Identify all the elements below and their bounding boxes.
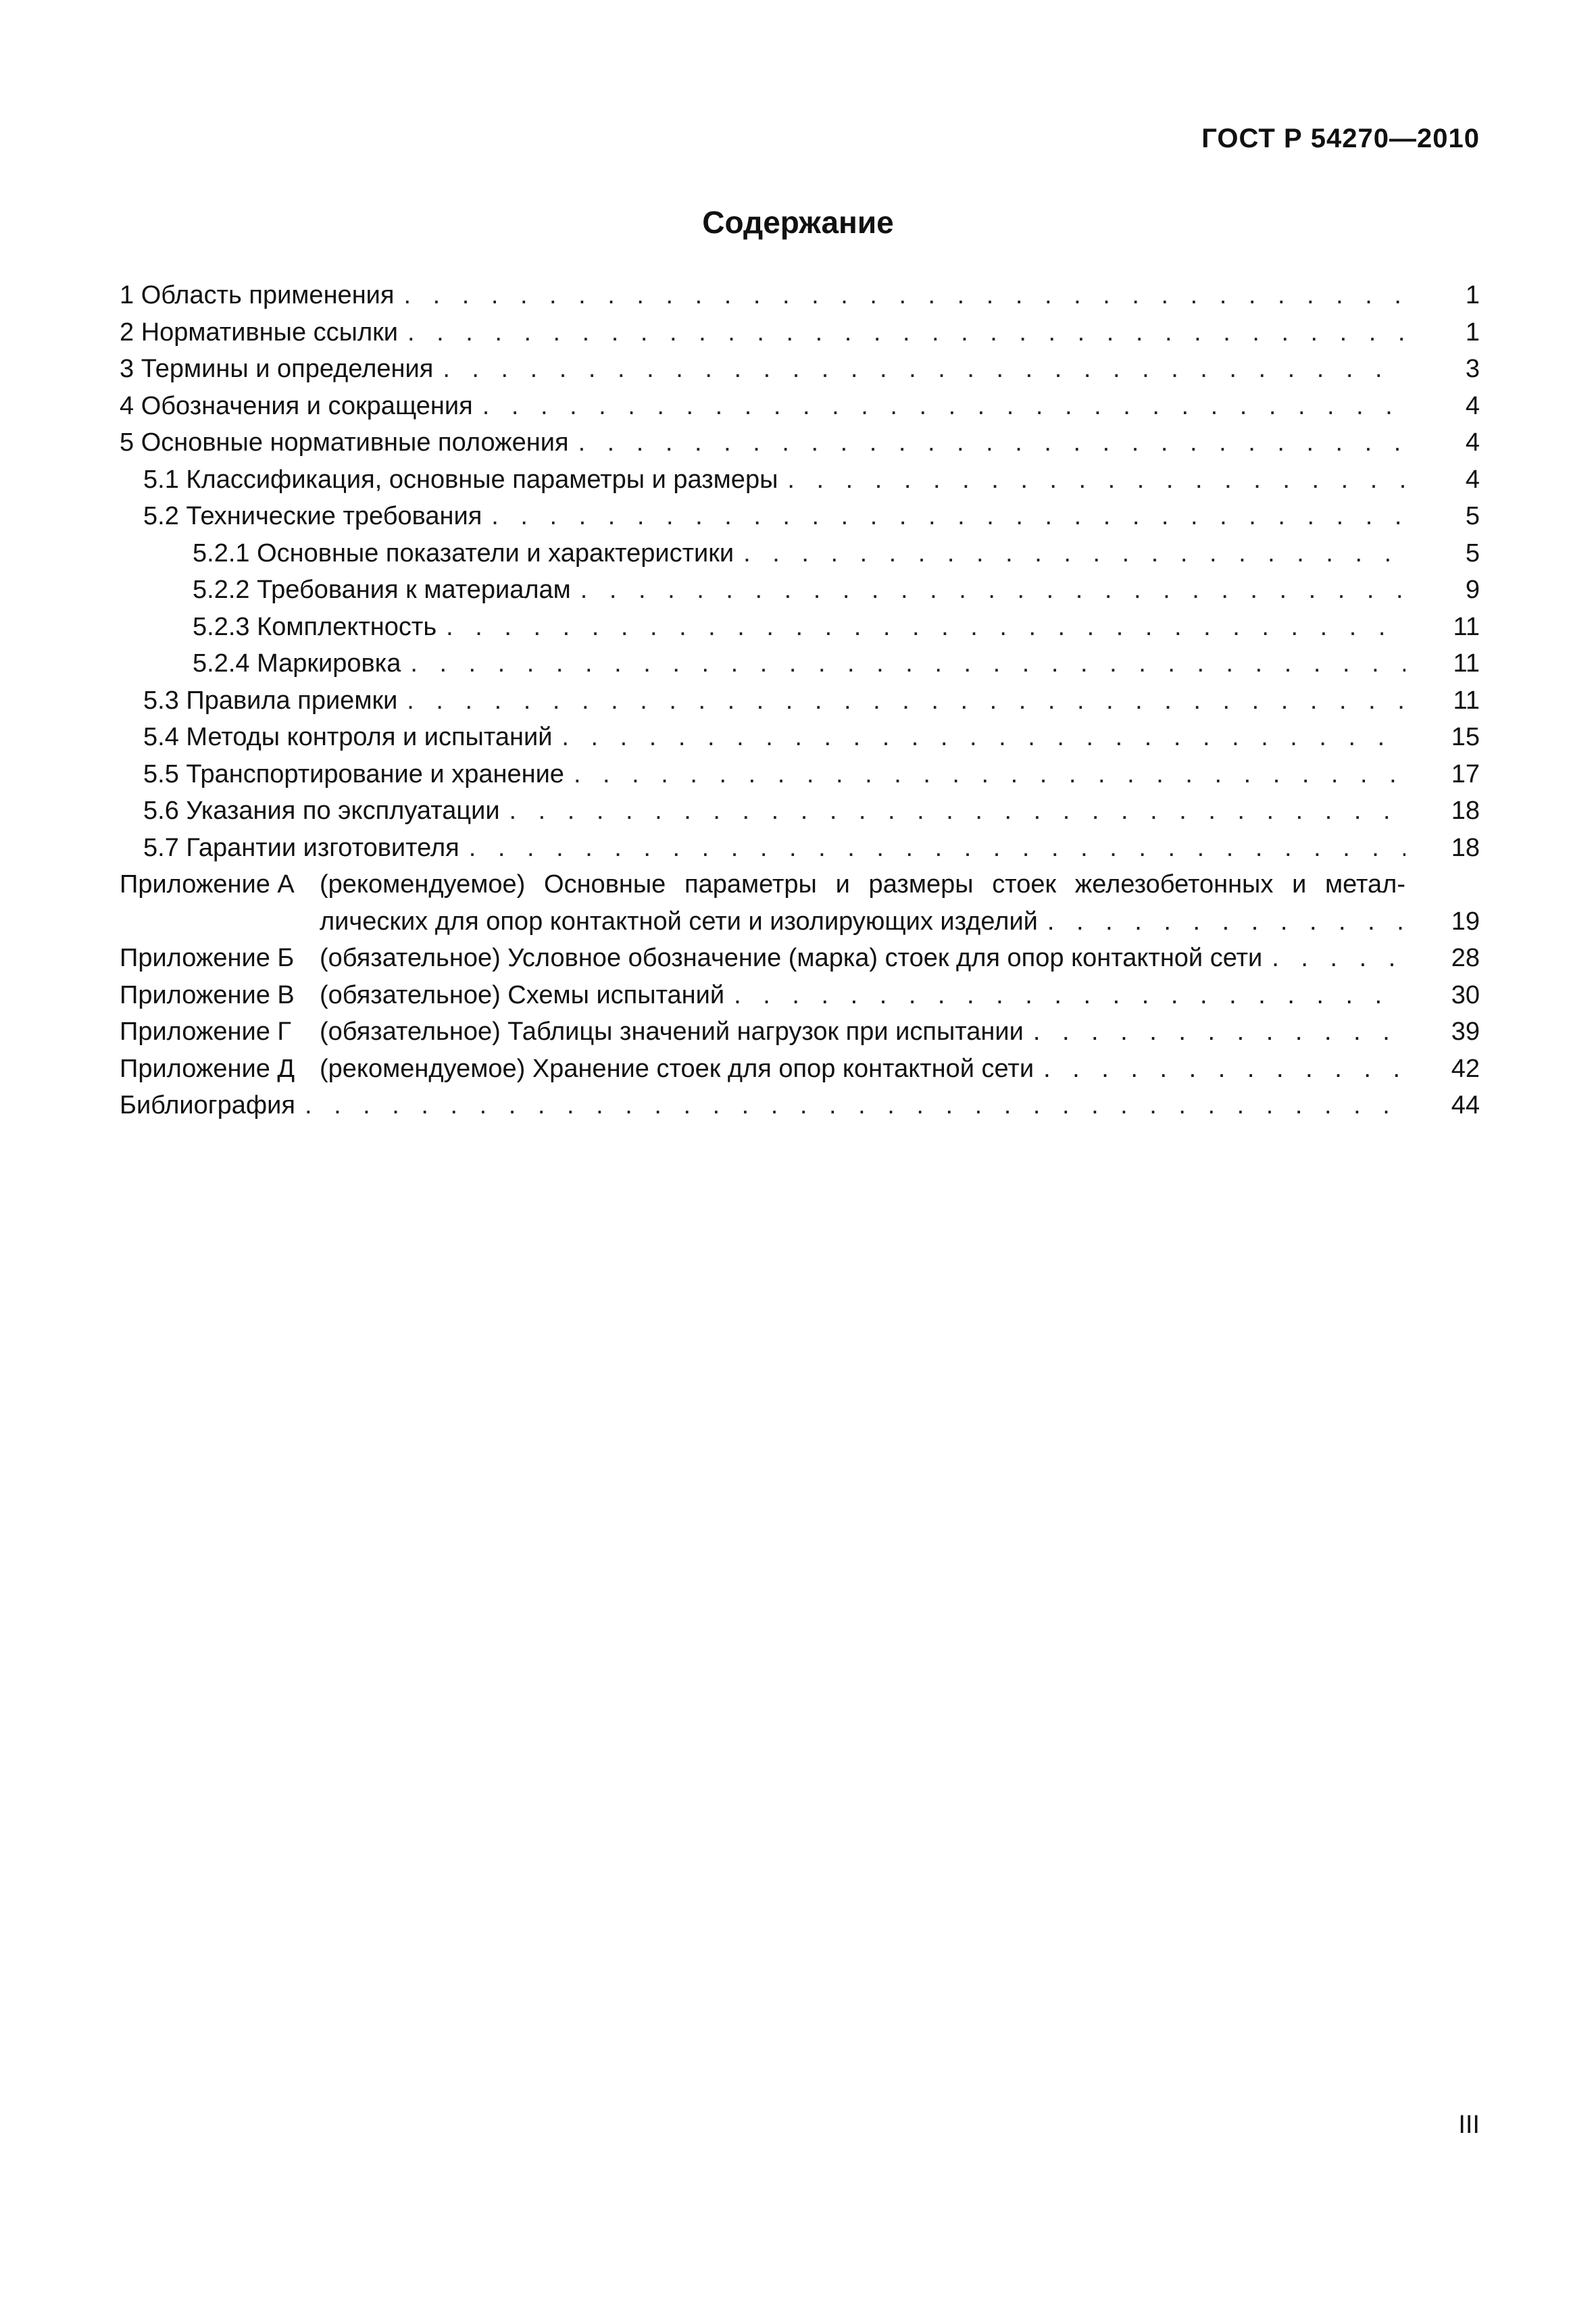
toc-entry-page: 1 — [1465, 318, 1480, 347]
toc-entry-page: 4 — [1465, 391, 1480, 420]
toc-entry-label: 5.2.4 Маркировка — [120, 645, 410, 682]
toc-entry-page: 39 — [1451, 1017, 1480, 1046]
toc-entry-page: 15 — [1451, 723, 1480, 751]
toc-entry-label: 4 Обозначения и сокращения — [120, 388, 482, 425]
toc-entry[interactable] — [120, 314, 1480, 351]
toc-leader-dots — [410, 645, 1405, 682]
toc-entry-page: 5 — [1465, 538, 1480, 568]
appendix-title: (рекомендуемое) Хранение стоек для опор контактной сети — [320, 1054, 1034, 1083]
document-id: ГОСТ Р 54270—2010 — [1201, 124, 1480, 153]
toc-entry-page: 18 — [1451, 797, 1480, 825]
toc-leader-dots — [580, 572, 1405, 609]
toc-leader-dots — [787, 461, 1405, 499]
toc-entry-page: 19 — [1451, 907, 1480, 936]
toc-entry[interactable] — [120, 719, 1480, 756]
toc-leader-dots — [1047, 903, 1405, 940]
appendix-name: Приложение Г — [120, 1017, 292, 1046]
toc-entry-page: 5 — [1465, 502, 1480, 530]
toc-entry-label: 2 Нормативные ссылки — [120, 314, 407, 351]
appendix-title-line2-row — [320, 903, 1480, 940]
appendix-title-line1: (рекомендуемое) Основные параметры и размеры стоек железобетонных и метал- — [320, 870, 1405, 899]
appendix-name: Приложение Б — [120, 944, 295, 972]
toc-entry[interactable] — [120, 682, 1480, 720]
toc-entry[interactable] — [120, 756, 1480, 793]
toc-appendix-entry[interactable] — [120, 1051, 1480, 1088]
toc-entry-label: Библиография — [120, 1087, 305, 1124]
toc-entry-bibliography[interactable] — [120, 1087, 1480, 1124]
toc-leader-dots — [443, 351, 1405, 388]
toc-entry[interactable] — [120, 830, 1480, 867]
toc-leader-dots — [743, 535, 1405, 572]
toc-entry-page: 42 — [1451, 1054, 1480, 1083]
toc-entry-page: 4 — [1465, 428, 1480, 457]
toc-entry[interactable] — [120, 609, 1480, 646]
page-number: III — [1458, 2111, 1480, 2139]
toc-entry-label: 5.2.2 Требования к материалам — [120, 572, 580, 609]
toc-appendix-entry[interactable] — [120, 866, 1480, 940]
toc-leader-dots — [446, 609, 1405, 646]
toc-entry-label: 5 Основные нормативные положения — [120, 424, 578, 461]
toc-appendix-entry[interactable] — [120, 977, 1480, 1014]
toc-leader-dots — [509, 793, 1405, 830]
toc-entry[interactable] — [120, 645, 1480, 682]
appendix-name: Приложение Д — [120, 1054, 295, 1083]
toc-entry[interactable] — [120, 424, 1480, 461]
toc-entry[interactable] — [120, 388, 1480, 425]
toc-entry-page: 9 — [1465, 576, 1480, 604]
appendix-title: (обязательное) Таблицы значений нагрузок при испытании — [320, 1017, 1024, 1046]
toc-leader-dots — [1272, 940, 1405, 977]
toc-entry-label: 5.3 Правила приемки — [120, 682, 407, 720]
toc-entry-page: 11 — [1453, 686, 1480, 715]
toc-leader-dots — [305, 1087, 1405, 1124]
table-of-contents — [120, 277, 1480, 1124]
appendix-name: Приложение В — [120, 980, 295, 1009]
toc-entry[interactable] — [120, 461, 1480, 499]
toc-entry-page: 4 — [1465, 465, 1480, 494]
toc-entry[interactable] — [120, 535, 1480, 572]
toc-entry[interactable] — [120, 351, 1480, 388]
toc-entry[interactable] — [120, 793, 1480, 830]
toc-entry-label: 1 Область применения — [120, 277, 403, 314]
toc-leader-dots — [403, 277, 1405, 314]
toc-leader-dots — [1033, 1013, 1405, 1051]
toc-entry-page: 3 — [1465, 355, 1480, 383]
toc-entry-page: 17 — [1451, 759, 1480, 788]
toc-entry-label: 5.7 Гарантии изготовителя — [120, 830, 469, 867]
appendix-title: (обязательное) Схемы испытаний — [320, 980, 725, 1009]
toc-entry-label: 5.6 Указания по эксплуатации — [120, 793, 509, 830]
toc-leader-dots — [407, 314, 1405, 351]
toc-entry-page: 18 — [1451, 833, 1480, 862]
toc-entry[interactable] — [120, 498, 1480, 535]
toc-entry-page: 28 — [1451, 944, 1480, 972]
toc-leader-dots — [491, 498, 1405, 535]
appendix-body — [320, 866, 1480, 940]
appendix-title: (обязательное) Условное обозначение (марка) стоек для опор контактной сети — [320, 944, 1263, 972]
toc-entry[interactable] — [120, 572, 1480, 609]
toc-entry-label: 5.2.1 Основные показатели и характеристики — [120, 535, 743, 572]
toc-entry-label: 3 Термины и определения — [120, 351, 443, 388]
toc-appendix-entry[interactable] — [120, 940, 1480, 977]
toc-leader-dots — [407, 682, 1405, 720]
page-title: Содержание — [702, 205, 894, 240]
toc-leader-dots — [482, 388, 1405, 425]
toc-entry-page: 11 — [1453, 649, 1480, 678]
appendix-title-line2: лических для опор контактной сети и изолирующих изделий — [320, 907, 1038, 936]
toc-leader-dots — [734, 977, 1405, 1014]
toc-entry-label: 5.2.3 Комплектность — [120, 609, 446, 646]
toc-entry-page: 44 — [1451, 1091, 1480, 1120]
toc-entry-page: 30 — [1451, 980, 1480, 1009]
toc-entry-label: 5.5 Транспортирование и хранение — [120, 756, 574, 793]
toc-entry-label: 5.4 Методы контроля и испытаний — [120, 719, 562, 756]
toc-entry-page: 11 — [1453, 612, 1480, 641]
toc-leader-dots — [574, 756, 1405, 793]
toc-entry[interactable] — [120, 277, 1480, 314]
toc-appendix-entry[interactable] — [120, 1013, 1480, 1051]
toc-leader-dots — [562, 719, 1405, 756]
appendix-name: Приложение А — [120, 870, 295, 899]
toc-leader-dots — [1043, 1051, 1405, 1088]
toc-entry-label: 5.2 Технические требования — [120, 498, 491, 535]
toc-leader-dots — [578, 424, 1405, 461]
toc-leader-dots — [469, 830, 1405, 867]
toc-entry-page: 1 — [1465, 281, 1480, 309]
toc-entry-label: 5.1 Классификация, основные параметры и размеры — [120, 461, 787, 499]
